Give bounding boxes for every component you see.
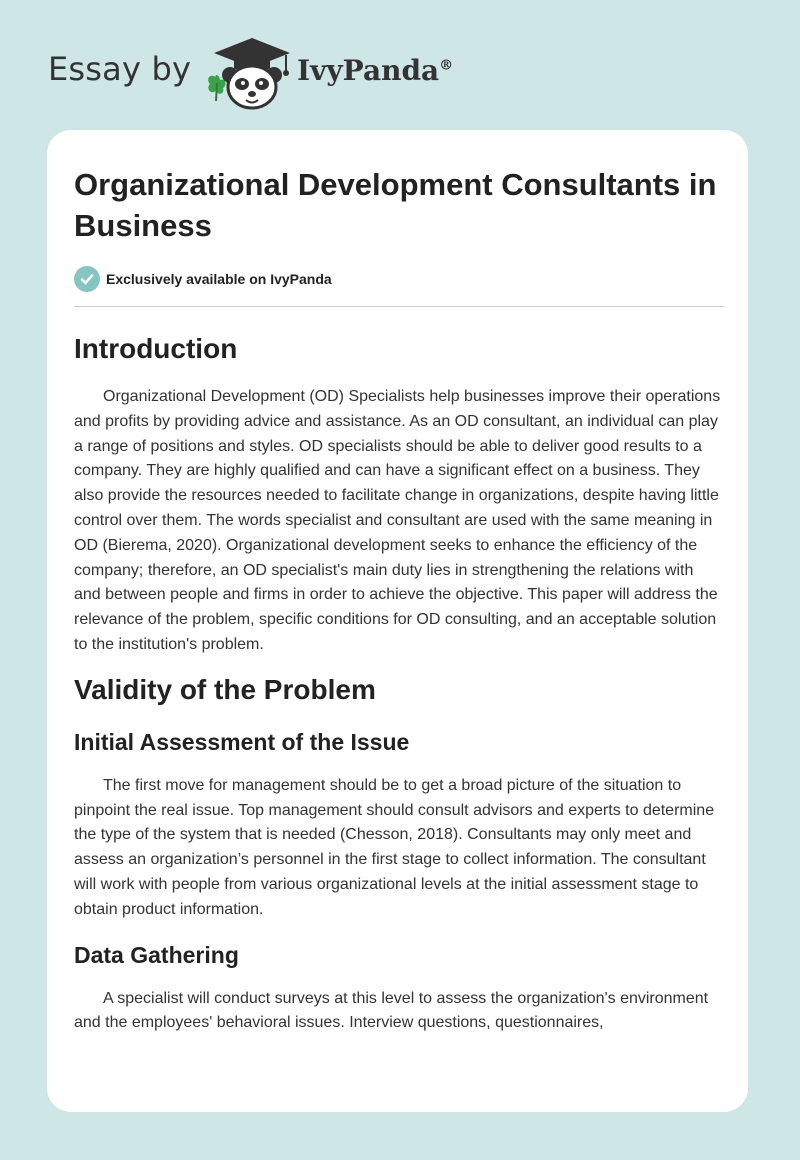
article-content	[74, 164, 724, 1036]
article-card	[47, 130, 748, 1112]
registered-mark: ®	[439, 57, 454, 74]
exclusive-label: Exclusively available on IvyPanda	[106, 271, 332, 287]
brand-name-text: IvyPanda	[297, 54, 440, 87]
section-paragraph-introduction: Organizational Development (OD) Specialists help businesses improve their operations and profits by providing advice and assistance. As an OD consultant, an individual can play a range of positions and styles. OD specialists should be able to deliver good results to a company. They are highly qualified and can have a significant effect on a business. They also provide the resources needed to facilitate change in organizations, despite having little control over them. The words specialist and consultant are used with the same meaning in OD (Bierema, 2020). Organizational development seeks to enhance the efficiency of the company; therefore, an OD specialist's main duty lies in strengthening the relations with and between people and firms in order to achieve the objective. This paper will address the relevance of the problem, specific conditions for OD consulting, and an acceptable solution to the institution's problem.	[74, 388, 721, 653]
site-header	[0, 0, 800, 130]
panda-logo-icon[interactable]	[200, 33, 295, 113]
exclusive-badge	[74, 265, 724, 293]
title-divider	[74, 306, 724, 307]
section-heading-validity: Validity of the Problem	[74, 673, 376, 705]
subsection-paragraph-initial-assessment: The first move for management should be to get a broad picture of the situation to pinpoint the real issue. Top management should consult advisors and experts to determine the type of the system that is needed (Chesson, 2018). Consultants may only meet and assess an organization’s personnel in the first stage to collect information. The consultant will work with people from various organizational levels at the initial assessment stage to obtain product information.	[74, 776, 715, 918]
subsection-heading-data-gathering: Data Gathering	[74, 941, 239, 968]
brand-prefix: Essay by	[48, 50, 192, 88]
article-title: Organizational Development Consultants in Business	[74, 167, 717, 243]
subsection-paragraph-data-gathering: A specialist will conduct surveys at this level to assess the organization's environment and the employees' behavioral issues. Interview questions, questionnaires,	[74, 989, 709, 1032]
brand-name[interactable]	[297, 54, 453, 87]
checkmark-icon	[74, 266, 100, 292]
subsection-heading-initial-assessment: Initial Assessment of the Issue	[74, 728, 410, 755]
section-heading-introduction: Introduction	[74, 333, 238, 364]
